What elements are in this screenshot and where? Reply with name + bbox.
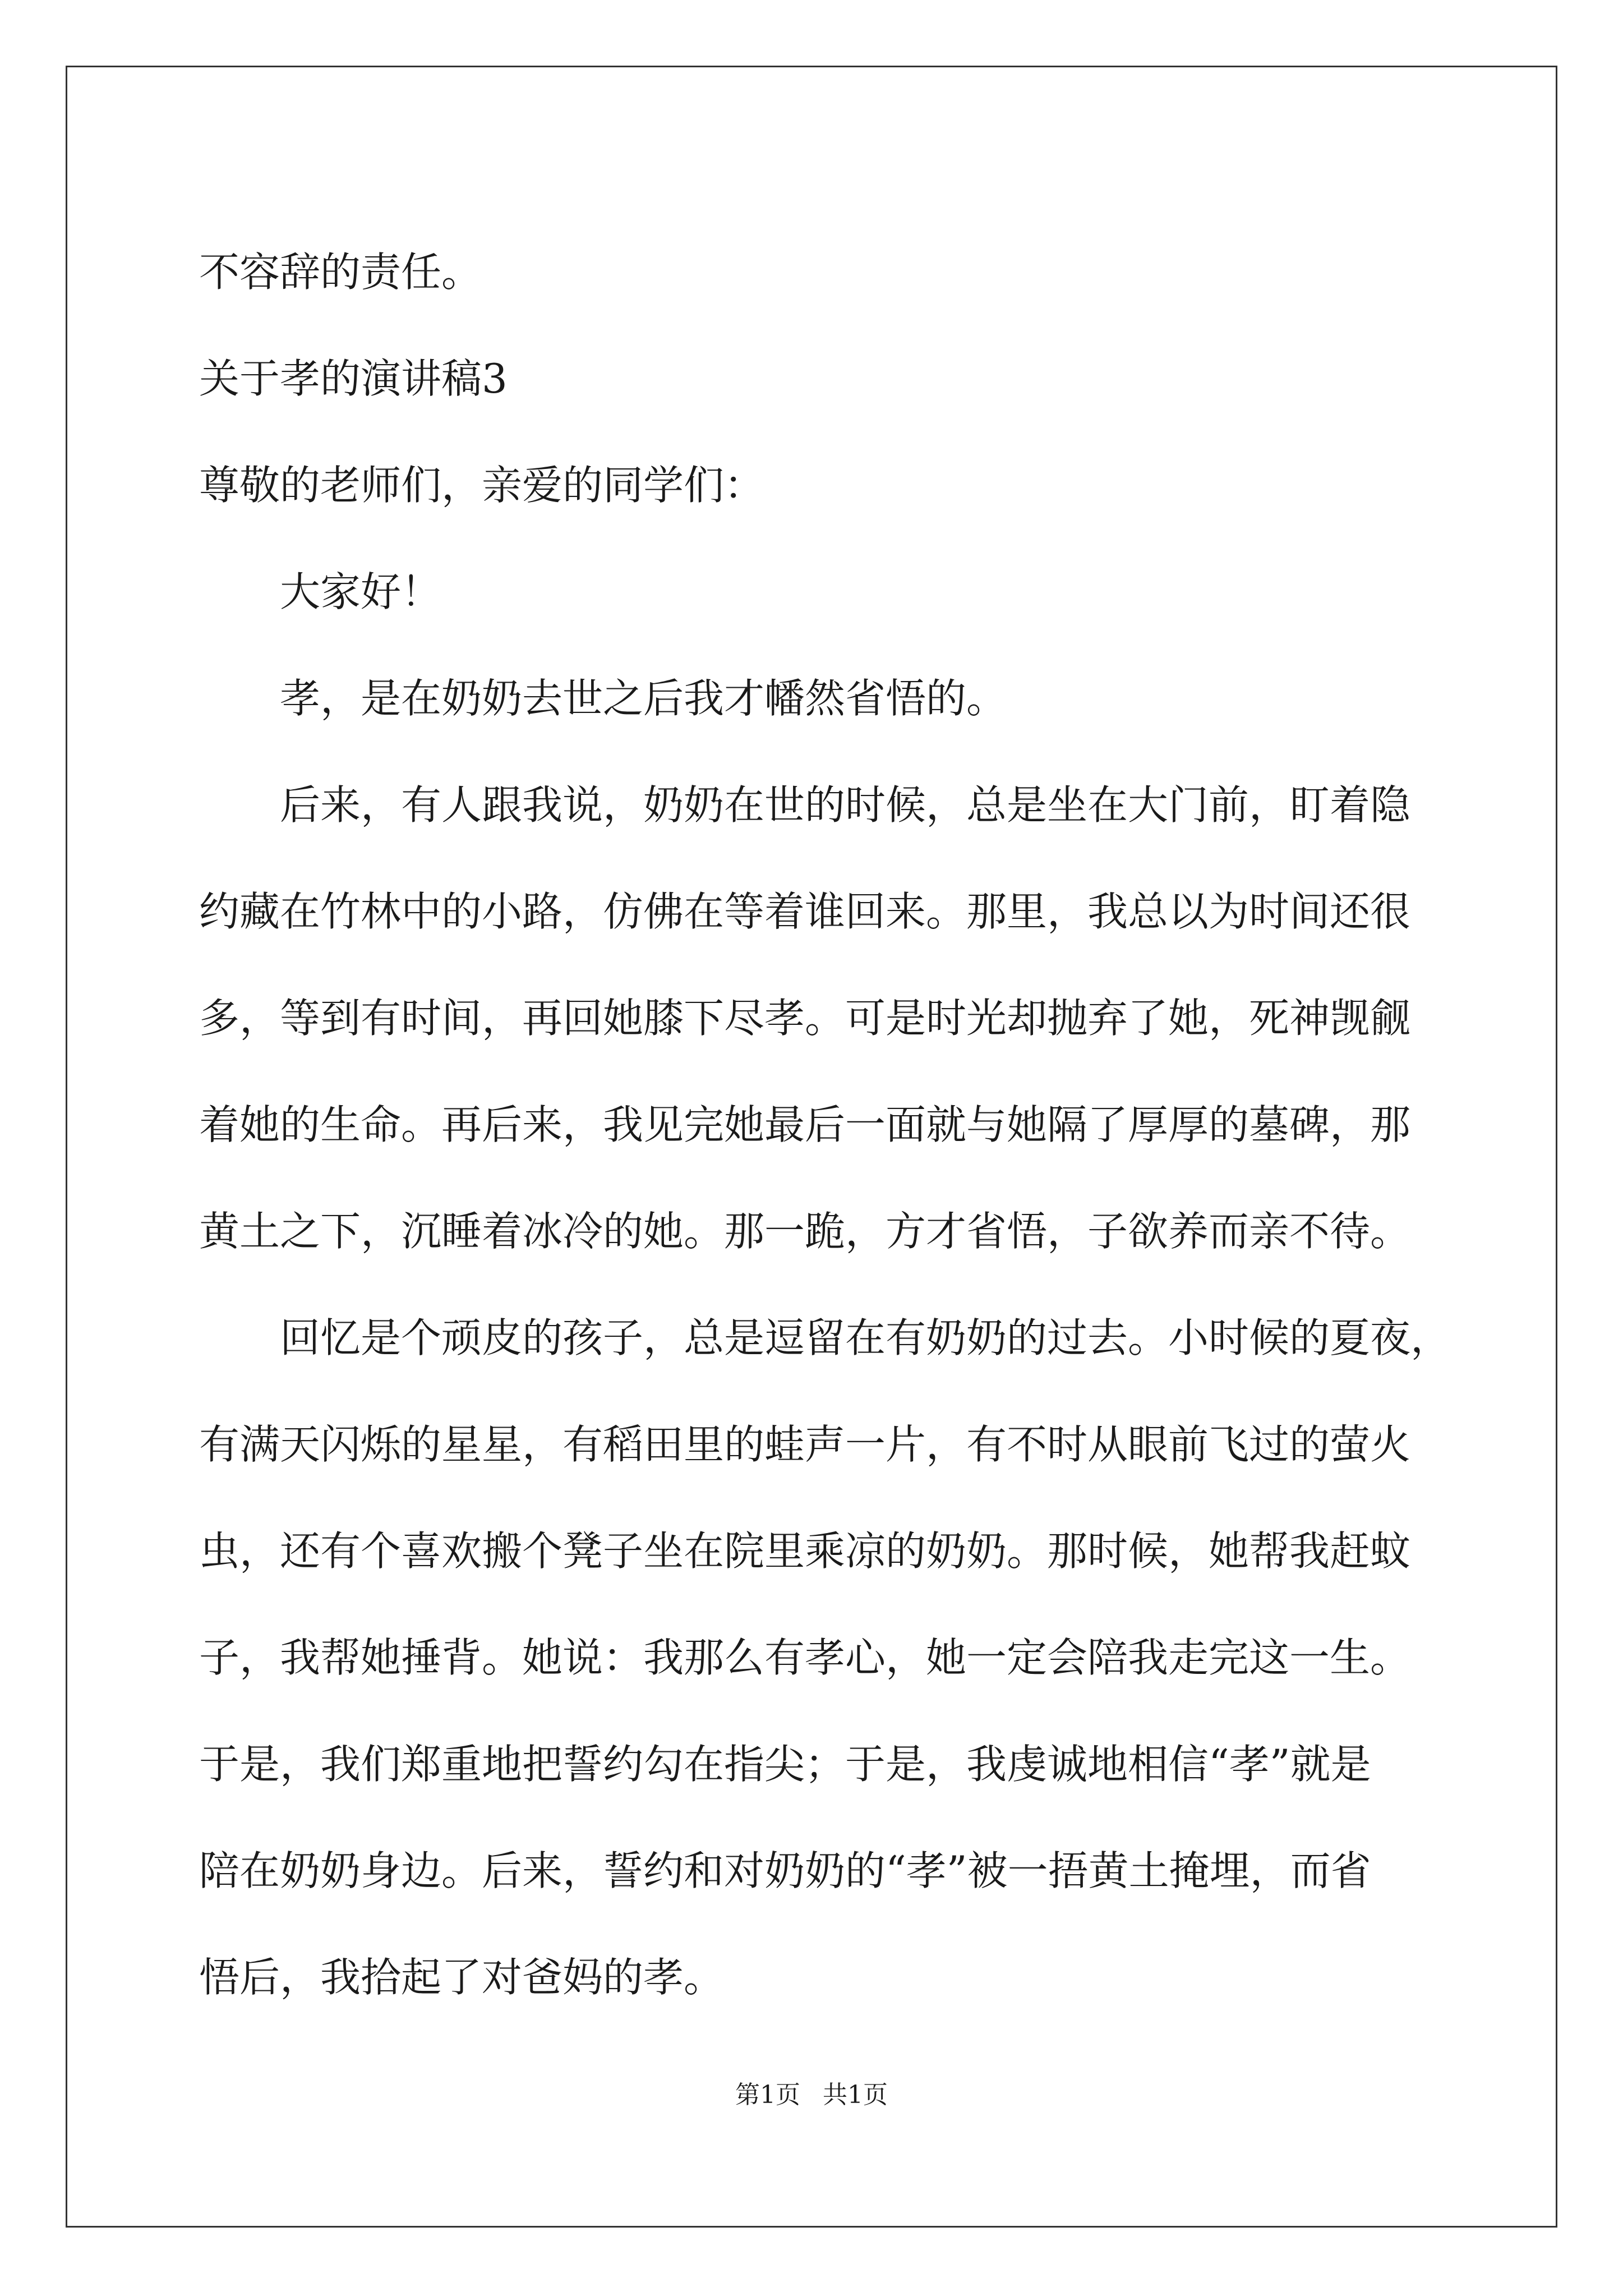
text-line-1: 不容辞的责任。 — [199, 249, 482, 296]
salutation: 尊敬的老师们，亲爱的同学们： — [199, 462, 765, 509]
page-footer — [0, 2078, 1623, 2112]
paragraph-3-line-2: 有满天闪烁的星星，有稻田里的蛙声一片，有不时从眼前飞过的萤火 — [199, 1421, 1411, 1468]
paragraph-2-line-3: 多，等到有时间，再回她膝下尽孝。可是时光却抛弃了她，死神觊觎 — [199, 995, 1411, 1042]
paragraph-2-line-4: 着她的生命。再后来，我见完她最后一面就与她隔了厚厚的墓碑，那 — [199, 1101, 1411, 1148]
paragraph-3-line-3: 虫，还有个喜欢搬个凳子坐在院里乘凉的奶奶。那时候，她帮我赶蚊 — [199, 1527, 1411, 1575]
paragraph-3-line-6: 陪在奶奶身边。后来，誓约和对奶奶的“孝”被一捂黄土掩埋，而省 — [199, 1847, 1371, 1894]
section-title: 关于孝的演讲稿3 — [199, 355, 508, 402]
page-number: 第1页 — [735, 2081, 800, 2109]
paragraph-2-line-1: 后来，有人跟我说，奶奶在世的时候，总是坐在大门前，盯着隐 — [280, 781, 1411, 829]
greeting: 大家好！ — [280, 568, 442, 615]
paragraph-2-line-2: 约藏在竹林中的小路，仿佛在等着谁回来。那里，我总以为时间还很 — [199, 888, 1411, 935]
page-total: 共1页 — [823, 2081, 888, 2109]
paragraph-3-line-5: 于是，我们郑重地把誓约勾在指尖；于是，我虔诚地相信“孝”就是 — [199, 1741, 1371, 1788]
paragraph-3-line-4: 子，我帮她捶背。她说：我那么有孝心，她一定会陪我走完这一生。 — [199, 1634, 1411, 1681]
paragraph-2-line-5: 黄土之下，沉睡着冰冷的她。那一跪，方才省悟，子欲养而亲不待。 — [199, 1208, 1411, 1255]
paragraph-3-line-1: 回忆是个顽皮的孩子，总是逗留在有奶奶的过去。小时候的夏夜， — [280, 1314, 1451, 1361]
document-body — [199, 219, 1455, 2031]
paragraph-1: 孝，是在奶奶去世之后我才幡然省悟的。 — [280, 675, 1007, 722]
paragraph-3-line-7: 悟后，我拾起了对爸妈的孝。 — [199, 1954, 725, 2001]
